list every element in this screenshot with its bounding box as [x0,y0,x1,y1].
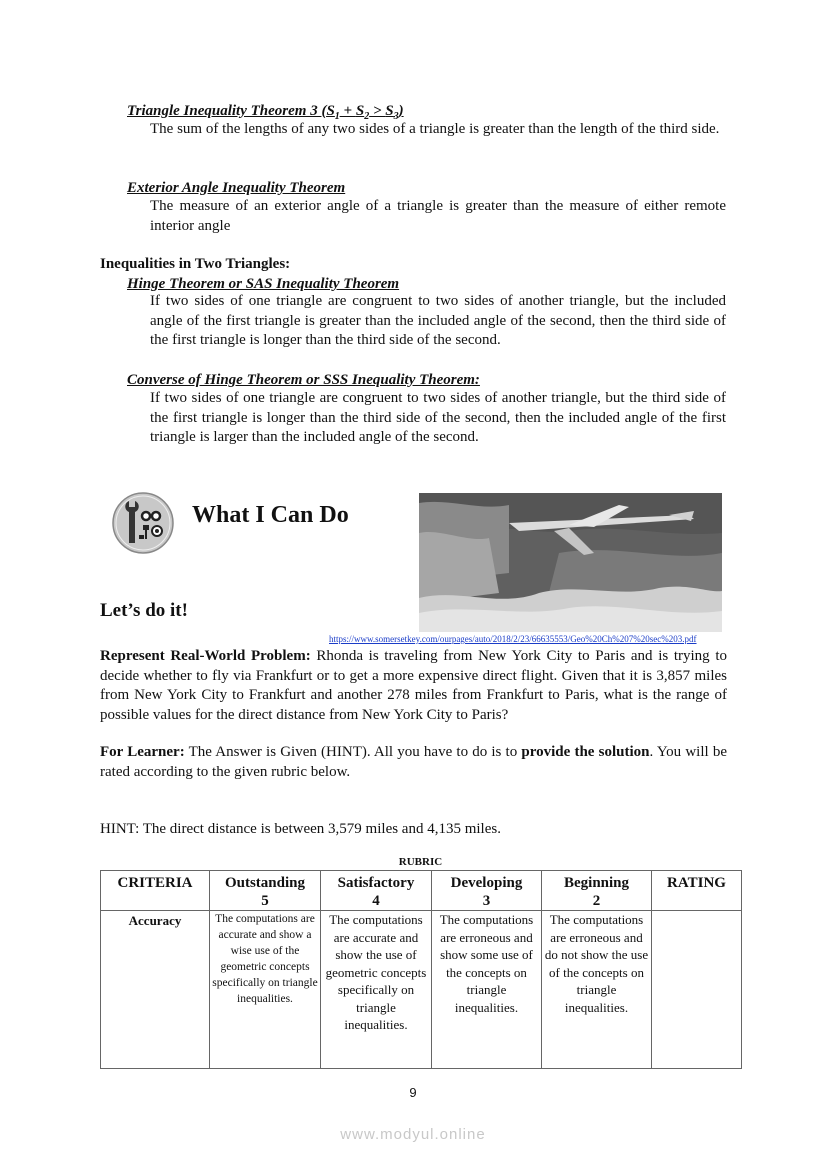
airplane-photo [419,493,722,632]
rubric-developing: The computations are erroneous and show some use of the concepts on triangle inequalities. [432,911,542,1069]
rubric-beginning: The computations are erroneous and do not show the use of the concepts on triangle inequalities. [542,911,652,1069]
tools-icon [111,491,175,555]
rubric-header: Outstanding 5 [210,871,321,911]
rubric-header-row [101,871,742,911]
rubric-header: Beginning 2 [542,871,652,911]
converse-body: If two sides of one triangle are congruent to two sides of another triangle, but the third side of the first triangle is longer than the third side of the second, then the included angle of the first triangle is larger than the included angle of the second. [150,390,726,445]
rubric-caption: RUBRIC [398,856,443,868]
hinge-title: Hinge Theorem or SAS Inequality Theorem [127,276,400,292]
problem-text: Rhonda is traveling from New York City to Paris and is trying to decide whether to fly via Frankfurt or to get a more expensive direct flight. Given that it is 3,857 miles from New York City to Frankfurt and another 278 miles from Frankfurt to Paris, what is the range of possible values for the direct distance from New York City to Paris? [100,648,727,723]
ti3-body: The sum of the lengths of any two sides of a triangle is greater than the length of the third side. [150,121,720,137]
rubric-table [100,870,742,1069]
rubric-outstanding: The computations are accurate and show a wise use of the geometric concepts specifically on triangle inequalities. [210,911,321,1069]
problem-label: Represent Real-World Problem: [100,648,311,664]
image-source-link[interactable]: https://www.somersetkey.com/ourpages/auto/2018/2/23/66635553/Geo%20Ch%207%20sec%203.pdf [329,634,697,644]
rubric-header: CRITERIA [101,871,210,911]
watermark: www.modyul.online [340,1126,486,1143]
rubric-header: Developing 3 [432,871,542,911]
rubric-criterion: Accuracy [101,911,210,1069]
converse-title: Converse of Hinge Theorem or SSS Inequality Theorem: [127,372,480,388]
rubric-satisfactory: The computations are accurate and show the use of geometric concepts specifically on triangle inequalities. [321,911,432,1069]
exterior-angle-body: The measure of an exterior angle of a triangle is greater than the measure of either remote interior angle [150,198,726,234]
rubric-header: RATING [652,871,742,911]
hint: HINT: The direct distance is between 3,579 miles and 4,135 miles. [100,821,501,837]
rubric-table-wrap [100,870,742,1069]
page-number: 9 [409,1085,417,1100]
section-title: What I Can Do [192,502,349,528]
problem-paragraph [100,647,727,725]
two-triangles-heading: Inequalities in Two Triangles: [100,256,291,272]
learner-paragraph: For Learner: The Answer is Given (HINT). All you have to do is to provide the solution. You will be rated according to the given rubric below. [100,744,727,780]
learner-label: For Learner: [100,744,185,760]
rubric-header: Satisfactory 4 [321,871,432,911]
lets-do-it: Let’s do it! [100,600,188,621]
rubric-rating [652,911,742,1069]
exterior-angle-title: Exterior Angle Inequality Theorem [127,180,346,196]
hinge-body: If two sides of one triangle are congruent to two sides of another triangle, but the included angle of the first triangle is greater than the included angle of the second, then the third side of the first triangle is longer than the third side of the second. [150,293,726,348]
rubric-row-accuracy [101,911,742,1069]
ti3-title: Triangle Inequality Theorem 3 $(S_1 + S_2 > S_3)$ [127,103,404,122]
learner-bold: provide the solution [521,744,650,760]
